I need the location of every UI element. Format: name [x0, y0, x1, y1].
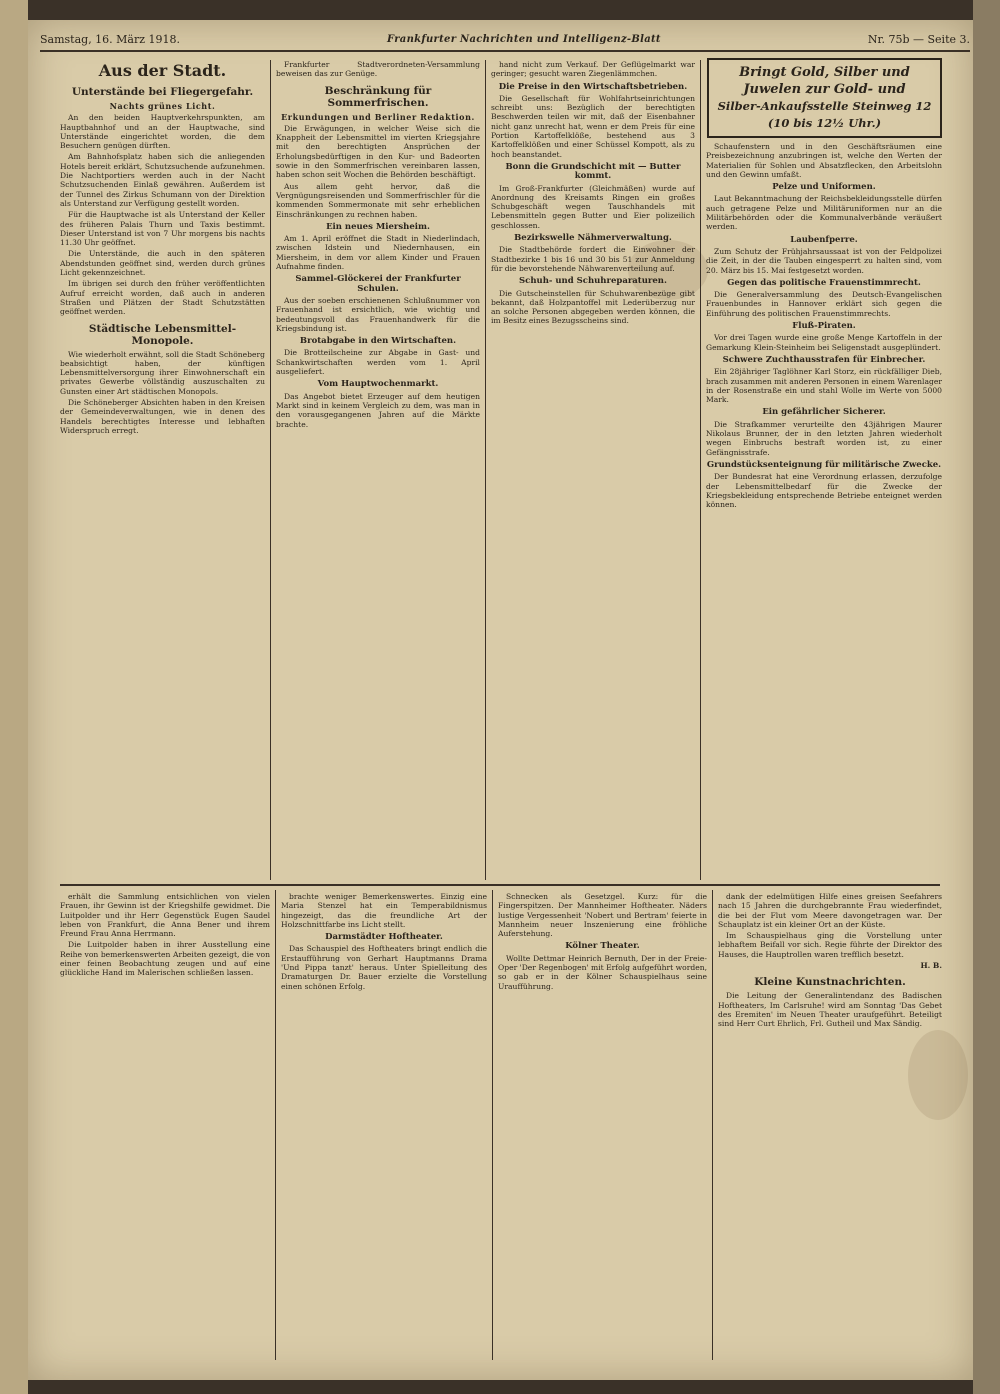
article-subheading: Erkundungen und Berliner Redaktion. [281, 111, 475, 122]
column-2 [276, 60, 480, 880]
article-paragraph: Die Erwägungen, in welcher Weise sich die Knappheit der Lebensmittel im vierten Kriegsjahre mit den berechtigten Ansprüchen der Erholungsbedürftigen in den Kur- und Badeorten sowie in den Sommerfrischen vereinbaren lassen, haben schon seit Wochen die Behörden beschäftigt. [276, 123, 480, 180]
article-paragraph: Wollte Dettmar Heinrich Bernuth, Der in der Freie-Oper 'Der Regenbogen' mit Erfolg aufgeführt worden, so gab er in der Kölner Schauspielhaus seine Uraufführung. [498, 953, 707, 991]
article-heading: Laubenfperre. [790, 234, 858, 245]
column-rule [485, 60, 486, 880]
gold-ankauf-advertisement [707, 58, 942, 138]
article-heading: Ein neues Miersheim. [326, 221, 430, 232]
ad-line: Silber-Ankaufsstelle Steinweg 12 [717, 99, 932, 113]
section-title-aus-der-stadt: Aus der Stadt. [98, 61, 227, 80]
article-paragraph: Schnecken als Gesetzgel. Kurz: für die Fingerspitzen. Der Mannheimer Hoftheater. Näders lustige Vergessenheit 'Nobert und Bertram' feierte in Mannheim neuer Inszenierung eine fröhliche Auferstehung. [498, 892, 707, 939]
section-divider [60, 884, 940, 886]
article-paragraph: Die Unterstände, die auch in den späteren Abendstunden geöffnet sind, werden durch grünes Licht gekennzeichnet. [60, 249, 265, 278]
article-heading: Städtische Lebensmittel-Monopole. [88, 322, 237, 347]
article-paragraph: Die Generalversammlung des Deutsch-Evangelischen Frauenbundes in Hannover erklärt sich gegen die Einführung des politischen Frauenstimmrechts. [706, 290, 942, 318]
header-paper-title: Frankfurter Nachrichten und Intelligenz-Blatt [387, 33, 661, 45]
column-rule [712, 890, 713, 1360]
article-signature: H. B. [920, 961, 942, 971]
article-paragraph: Das Schauspiel des Hoftheaters bringt endlich die Erstaufführung von Gerhart Hauptmanns Drama 'Und Pippa tanzt' heraus. Unter Spielleitung des Dramaturgen Dr. Bauer erzielte die Vorstellung einen schönen Erfolg. [281, 944, 487, 991]
column-4 [706, 142, 942, 880]
left-page-edge [0, 0, 28, 1394]
column-rule [700, 60, 701, 880]
article-heading: Ein gefährlicher Sicherer. [762, 407, 886, 418]
ad-hours: (10 bis 12½ Uhr.) [767, 116, 882, 130]
article-paragraph: Für die Hauptwache ist als Unterstand der Keller des früheren Palais Thurn und Taxis bestimmt. Dieser Unterstand ist von 7 Uhr morgens bis nachts 11.30 Uhr geöffnet. [60, 210, 265, 248]
article-paragraph: Vor drei Tagen wurde eine große Menge Kartoffeln in der Gemarkung Klein-Steinheim bei Seligenstadt ausgeplündert. [706, 333, 942, 352]
article-heading: Schuh- und Schuhreparaturen. [519, 276, 667, 287]
article-heading: Beschränkung für Sommerfrischen. [324, 84, 432, 109]
lower-column-2 [281, 892, 487, 1352]
column-rule [275, 890, 276, 1360]
article-heading: Darmstädter Hoftheater. [325, 932, 443, 943]
article-heading: Kleine Kunstnachrichten. [754, 976, 906, 989]
article-heading: Fluß-Piraten. [792, 321, 856, 332]
article-paragraph: Die Luitpolder haben in ihrer Ausstellung eine Reihe von bemerkenswerten Arbeiten gezeigt, die von einer feinen Beobachtung zeugen und auf eine glückliche Hand im Malerischen schließen lassen. [60, 940, 270, 978]
article-paragraph: Im übrigen sei durch den früher veröffentlichten Aufruf erreicht worden, daß auch in anderen Straßen und Plätzen der Stadt Schutzstätten geöffnet werden. [60, 279, 265, 317]
column-rule [270, 60, 271, 880]
header-date: Samstag, 16. März 1918. [40, 32, 181, 46]
article-paragraph: Am Bahnhofsplatz haben sich die anliegenden Hotels bereit erklärt, Schutzsuchende aufzunehmen. Die Nachtportiers werden auch in der Nacht Schutzsuchenden Einlaß gewähren. Außerdem ist der Tunnel des Zirkus Schumann von der Direktion als Unterstand zur Verfügung gestellt worden. [60, 152, 265, 208]
article-subheading: Nachts grünes Licht. [109, 101, 216, 111]
article-paragraph: Schaufenstern und in den Geschäftsräumen eine Preisbezeichnung anzubringen ist, welche den Werten der Materialien für Sohlen und Absatzflecken, den Arbeitslohn und den Gewinn umfaßt. [706, 142, 942, 179]
article-paragraph: Aus allem geht hervor, daß die Vergnügungsreisenden und Sommerfrischler für die kommenden Sommermonate mit sehr erheblichen Einschränkungen zu rechnen haben. [276, 181, 480, 219]
page-header [40, 28, 970, 52]
column-rule [492, 890, 493, 1360]
article-heading: Sammel-Glöckerei der Frankfurter Schulen. [295, 274, 461, 294]
article-paragraph: Zum Schutz der Frühjahrsaussaat ist von der Feldpolizei die Zeit, in der die Tauben eingesperrt zu halten sind, vom 20. März bis 15. Mai festgesetzt worden. [706, 246, 942, 275]
article-paragraph: brachte weniger Bemerkenswertes. Einzig eine Maria Stenzel hat ein Temperabildnismus hingezeigt, das die freundliche Art der Holzschnittfarbe ins Licht stellt. [281, 892, 487, 929]
lower-column-3 [498, 892, 707, 1352]
article-paragraph: Das Angebot bietet Erzeuger auf dem heutigen Markt sind in keinem Vergleich zu dem, was man in den vorausgegangenen Jahren auf die Märkte brachte. [276, 391, 480, 429]
column-3 [491, 60, 695, 880]
article-paragraph: Wie wiederholt erwähnt, soll die Stadt Schöneberg beabsichtigt haben, der künftigen Lebensmittelversorgung ihrer Einwohnerschaft ein privates Gewerbe völlständig auszuschalten zu Gunsten einer Art städtischen Monopols. [60, 349, 265, 396]
article-heading: Gegen das politische Frauenstimmrecht. [727, 277, 921, 288]
article-paragraph: dank der edelmütigen Hilfe eines greisen Seefahrers nach 15 Jahren die durchgebrannte Frau wiederfindet, die bei der Flut vom Meere davongetragen war. Der Schauplatz ist ein kleiner Ort an der Küste. [718, 892, 942, 929]
article-paragraph: Die Strafkammer verurteilte den 43jährigen Maurer Nikolaus Brunner, der in den letzten Jahren wiederholt wegen Einbruchs bestraft worden ist, zu einer Gefängnisstrafe. [706, 419, 942, 457]
article-heading: Bezirkswelle Nähmerverwaltung. [514, 233, 672, 244]
article-paragraph: Am 1. April eröffnet die Stadt in Niederlindach, zwischen Idstein und Niedernhausen, ein Miersheim, in dem vor allem Kinder und Frauen Aufnahme finden. [276, 234, 480, 272]
article-paragraph: Die Schöneberger Absichten haben in den Kreisen der Gemeindeverwaltungen, wie in denen des Handels berechtigtes Interesse und lebhaften Widerspruch erregt. [60, 398, 265, 435]
article-heading: Grundstücksenteignung für militärische Zwecke. [706, 459, 942, 470]
article-heading: Kölner Theater. [565, 941, 640, 952]
article-paragraph: Die Leitung der Generalintendanz des Badischen Hoftheaters, Im Carlsruhe! wird am Sonntag 'Das Gebet des Eremiten' im Neuen Theater uraufgeführt. Beteiligt sind Herr Curt Ehrlich, Frl. Gutheil und Max Sändig. [718, 991, 942, 1029]
article-paragraph: Ein 28jähriger Taglöhner Karl Storz, ein rückfälliger Dieb, brach zusammen mit anderen Personen in einem Warenlager in der Rosenstraße ein und stahl Wolle im Werte von 5000 Mark. [706, 367, 942, 405]
article-heading: Bonn die Grundschicht mit — Butter kommt. [505, 161, 681, 182]
article-paragraph: An den beiden Hauptverkehrspunkten, am Hauptbahnhof und an der Hauptwache, sind Unterstände eingerichtet worden, die dem Besuchern genügen dürften. [60, 113, 265, 151]
article-heading: Die Preise in den Wirtschaftsbetrieben. [498, 81, 688, 92]
ad-line: Juwelen zur Gold- und [743, 82, 906, 97]
lower-column-4 [718, 892, 942, 1352]
header-issue: Nr. 75b — Seite 3. [867, 32, 970, 46]
article-heading: Schwere Zuchthausstrafen für Einbrecher. [722, 354, 926, 365]
article-heading: Brotabgabe in den Wirtschaften. [299, 336, 457, 347]
article-paragraph: Im Schauspielhaus ging die Vorstellung unter lebhaftem Beifall vor sich. Regie führte der Direktor des Hauses, die Hauptrollen waren trefflich besetzt. [718, 931, 942, 959]
article-paragraph: erhält die Sammlung entsichlichen von vielen Frauen, ihr Gewinn ist der Kriegshilfe gewidmet. Die Luitpolder und ihr Herr Gegenstück Eugen Saudel leben von Frankfurt, die Anna Bener und ihrem Freund Frau Anna Herrmann. [60, 892, 270, 939]
article-paragraph: Aus der soeben erschienenen Schlußnummer von Frauenhand ist ersichtlich, wie wichtig und bedeutungsvoll das Frauenhandwerk für die Kriegsbindung ist. [276, 295, 480, 333]
article-heading: Unterstände bei Fliegergefahr. [71, 86, 254, 98]
article-paragraph: Frankfurter Stadtverordneten-Versammlung beweisen das zur Genüge. [276, 60, 480, 79]
lower-column-1 [60, 892, 270, 1352]
article-heading: Pelze und Uniformen. [772, 182, 876, 193]
article-paragraph: Die Brotteilscheine zur Abgabe in Gast- und Schankwirtschaften werden vom 1. April ausgeliefert. [276, 348, 480, 377]
article-paragraph: Im Groß-Frankfurter (Gleichmäßen) wurde auf Anordnung des Kreisamts Ringen ein großes Schubgeschäft wegen Tauschhandels mit Lebensmitteln gegen Butter und Eier polizeilich geschlossen. [491, 183, 695, 230]
ad-line: Bringt Gold, Silber und [739, 65, 910, 80]
article-heading: Vom Hauptwochenmarkt. [317, 379, 439, 390]
column-1 [60, 60, 265, 880]
article-paragraph: hand nicht zum Verkauf. Der Geflügelmarkt war geringer; gesucht waren Ziegenlämmchen. [491, 60, 695, 79]
article-paragraph: Die Stadtbehörde fordert die Einwohner der Stadtbezirke 1 bis 16 und 30 bis 51 zur Anmeldung für die bevorstehende Nähwarenverteilung auf. [491, 245, 695, 273]
article-paragraph: Die Gutscheinstellen für Schuhwarenbezüge gibt bekannt, daß Holzpantoffel mit Lederüberzug nur an solche Personen abgegeben werden können, die im Besitz eines Bezugsscheins sind. [491, 288, 695, 326]
right-page-edge [973, 0, 1000, 1394]
article-paragraph: Der Bundesrat hat eine Verordnung erlassen, derzufolge der Lebensmittelbedarf für die Zwecke der Kriegsbekleidung entsprechende Betriebe enteignet werden können. [706, 472, 942, 510]
article-paragraph: Laut Bekanntmachung der Reichsbekleidungsstelle dürfen auch getragene Pelze und Militäruniformen nur an die Militärbehörden oder die Kommunalverbände veräußert werden. [706, 194, 942, 232]
article-paragraph: Die Gesellschaft für Wohlfahrtseinrichtungen schreibt uns: Bezüglich der berechtigten Beschwerden teilen wir mit, daß der Eisenbahner nicht ganz unrecht hat, wenn er dem Preis für eine Portion Kartoffelklöße, bestehend aus 3 Kartoffelklößen und einer Schüssel Kompott, als zu hoch beanstandet. [491, 93, 695, 159]
